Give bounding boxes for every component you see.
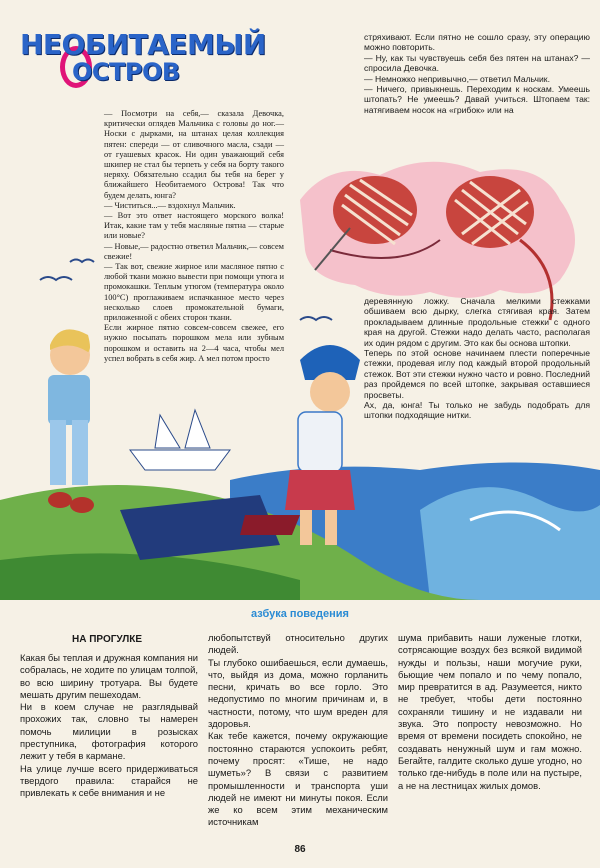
boy-figure: [48, 329, 94, 513]
page-number: 86: [294, 844, 306, 855]
darning-right: [446, 176, 534, 248]
story-column-left: — Посмотри на себя,— сказала Девочка, критически оглядев Мальчика с головы до ног.— Носки с дырками, на штанах целая коллекция пятен: спереди — от сливочного масла, сзади — от гуашевых красок. Ни один уважающий себя шкипер не стал бы терпеть у себя на борту такого неряху. Обязательно ссадил бы тебя на берег у ближайшего Необитаемого Острова! Так что будем делать, юнга? — Чиститься...— вздохнул Мальчик. — Вот это ответ настоящего морского волка! Итак, какие там у тебя масляные пятна — старые или новые? — Новые,— радостно ответил Мальчик,— совсем свежие! — Так вот, свежие жирное или масляное пятно с любой ткани можно вывести при помощи утюга и промокашки. Теплым утюгом (температура около 100°С) проглаживаем испачканное место через несколько слоев промокательной бумаги, приложенной с обеих сторон ткани. Если жирное пятно совсем-совсем свежее, его нужно посыпать порошком мела или зубным порошком и оставить на 2—4 часа, чтобы мел успел вобрать в себя жир. А мел потом просто: [104, 109, 284, 363]
title-line-2: ОСТРОВ: [72, 58, 180, 86]
section-title: азбука поведения: [251, 608, 349, 620]
ship: [130, 450, 230, 470]
article-column-3: шума прибавить наши луженые глотки, сотрясающие воздух без всякой видимой нужды и пользы, наши могучие руки, бьющие чем попало и по чему попало, мир превратится в ад. Разумеется, никто не требует, чтобы дети постоянно сохраняли тишину и не издавали ни звука. Это попросту невозможно. Но время от времени посидеть спокойно, не создавать ненужный шум и гам можно. Бегайте, галдите сколько душе угодно, но только где-нибудь в поле или на пустыре, а не на лестницах жилых домов.: [398, 632, 582, 791]
article-heading: НА ПРОГУЛКЕ: [72, 634, 143, 645]
title-line-1: НЕОБИТАЕМЫЙ: [20, 28, 266, 61]
story-column-right-bottom: деревянную ложку. Сначала мелкими стежками обшиваем всю дырку, слегка стягивая края. Затем прокладываем длинные продольные стежки с одного края на другой. Стежки надо делать часто, располагая их один рядом с другим. Это как бы основа штопки. Теперь по этой основе начинаем плести поперечные стежки, продевая иглу под каждый второй продольный стежок. Вот эти стежки нужно часто и ровно. Последний раз пройдемся по всей штопке, закрывая оставшиеся просветы. Ах, да, юнга! Ты только не забудь подобрать для штопки подходящие нитки.: [364, 296, 590, 421]
story-column-right-top: стряхивают. Если пятно не сошло сразу, эту операцию можно повторить. — Ну, как ты чувствуешь себя без пятен на штанах? — спросила Девочка. — Немножко непривычно,— ответил Мальчик. — Ничего, привыкнешь. Переходим к носкам. Умеешь штопать? Не умеешь? Давай учиться. Штопаем так: натягиваем носок на «грибок» или на: [364, 32, 590, 115]
article-column-1: Какая бы теплая и дружная компания ни собралась, не ходите по улицам толпой, во всю ширину тротуара. Вы будете мешать другим пешеходам. Ни в коем случае не разглядывай прохожих так, словно ты намерен помочь милиции в розысках преступника, фотография которого лежит у тебя в кармане. На улице лучше всего придерживаться твердого правила: старайся не привлекать к себе внимания и не: [20, 652, 198, 799]
article-column-2: любопытствуй относительно других людей. Ты глубоко ошибаешься, если думаешь, что, выйдя из дома, можно горланить песни, кричать во все горло. Это недопустимо по многим причинам и, в частности, потому, что шум вреден для здоровья. Как тебе кажется, почему окружающие постоянно стараются успокоить ребят, почему просят: «Тише, не надо шуметь»? В связи с развитием промышленности и транспорта уши людей не имеют ни минуты покоя. Если же ко всем этим механическим источникам: [208, 632, 388, 828]
page-title: [16, 28, 266, 88]
